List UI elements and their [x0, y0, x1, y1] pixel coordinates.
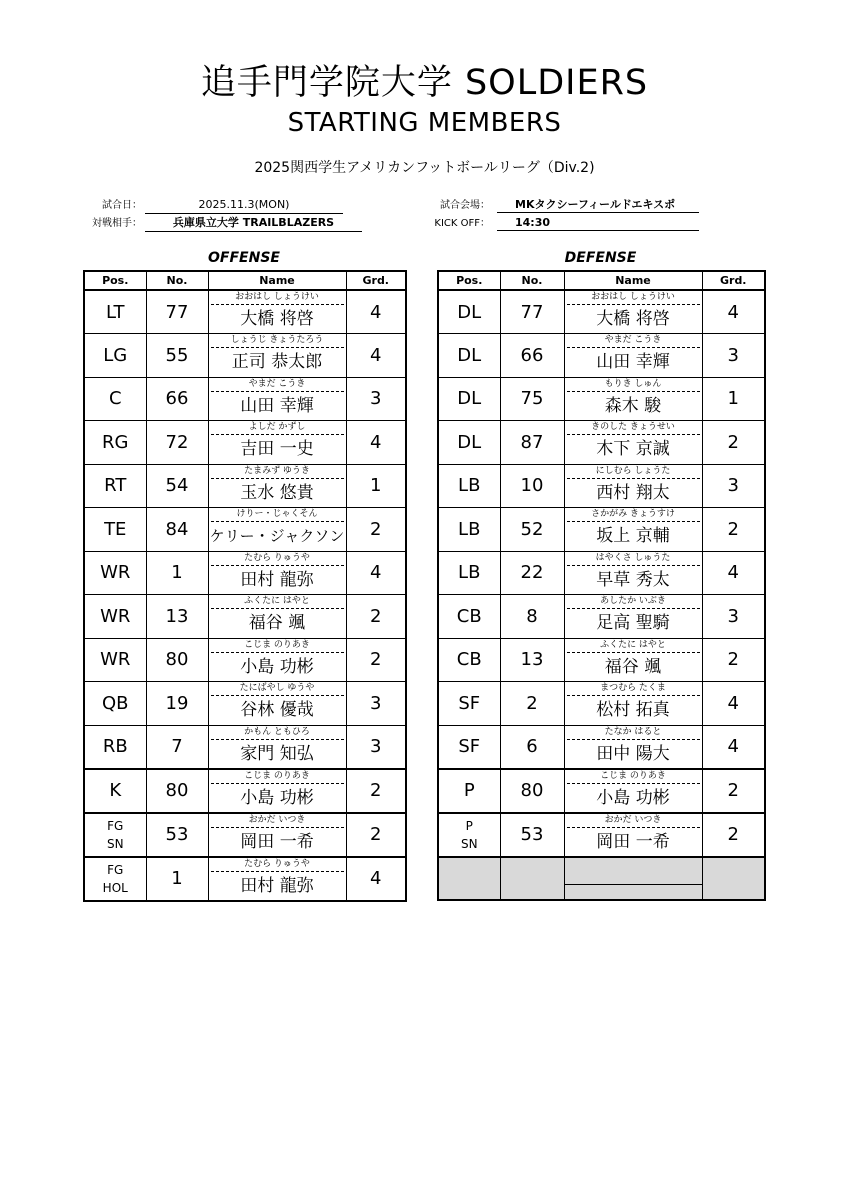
name-cell [208, 421, 346, 465]
pos-cell: P [438, 769, 500, 813]
page-title: 追手門学院大学 SOLDIERS [200, 63, 649, 103]
name-cell [564, 638, 702, 682]
number-cell: 52 [500, 508, 564, 552]
grade-cell: 1 [702, 377, 765, 421]
grade-cell: 4 [346, 334, 406, 378]
table-row [438, 377, 765, 421]
player-name: 大橋 将啓 [240, 309, 314, 329]
number-cell: 87 [500, 421, 564, 465]
empty-cell [500, 857, 564, 901]
number-cell: 66 [500, 334, 564, 378]
player-name: 田中 陽大 [596, 743, 670, 764]
grade-cell: 4 [346, 551, 406, 595]
number-cell: 80 [146, 638, 208, 682]
furigana: かもん ともひろ [211, 726, 344, 740]
table-row [84, 595, 406, 639]
grade-cell: 4 [346, 857, 406, 901]
name-cell [564, 464, 702, 508]
player-name: 谷林 優哉 [240, 700, 314, 721]
name-cell [564, 682, 702, 726]
player-name: 西村 翔太 [596, 482, 670, 503]
pos-cell: LT [84, 290, 146, 334]
table-row [438, 551, 765, 595]
furigana: たむら りゅうや [211, 858, 344, 872]
defense-table [437, 270, 766, 901]
table-row [84, 769, 406, 813]
grade-cell: 2 [702, 769, 765, 813]
furigana: こじま のりあき [567, 770, 700, 784]
pos-cell: RG [84, 421, 146, 465]
grade-cell: 3 [702, 464, 765, 508]
empty-cell [702, 857, 765, 901]
name-cell [208, 334, 346, 378]
table-row [438, 813, 765, 857]
name-cell [564, 595, 702, 639]
pos-header: Pos. [438, 271, 500, 290]
defense-header-row [438, 271, 765, 290]
player-name: 山田 幸輝 [240, 395, 314, 416]
table-row [84, 464, 406, 508]
furigana: ふくたに はやと [211, 595, 344, 609]
pos-cell [84, 857, 146, 901]
player-name: 田村 龍弥 [240, 569, 314, 590]
table-row [438, 334, 765, 378]
furigana: こじま のりあき [211, 639, 344, 653]
name-cell [564, 377, 702, 421]
number-cell: 19 [146, 682, 208, 726]
pos-cell: TE [84, 508, 146, 552]
furigana: おかだ いつき [211, 814, 344, 828]
number-cell: 7 [146, 725, 208, 769]
defense-heading: DEFENSE [564, 250, 637, 266]
venue-value: MKタクシーフィールドエキスポ [497, 198, 699, 213]
grade-cell: 2 [346, 769, 406, 813]
name-cell [208, 682, 346, 726]
player-name: 小島 功彬 [596, 787, 670, 808]
opponent-label: 対戦相手： [92, 218, 142, 229]
furigana: やまだ こうき [211, 378, 344, 392]
pos-cell: WR [84, 638, 146, 682]
number-cell: 80 [500, 769, 564, 813]
kickoff-value: 14:30 [497, 216, 699, 231]
number-cell: 6 [500, 725, 564, 769]
player-name: 足高 聖騎 [596, 613, 670, 634]
furigana: たなか はると [567, 726, 700, 740]
player-name: 小島 功彬 [240, 787, 314, 808]
pos-line-2: HOL [102, 880, 128, 895]
number-cell: 53 [146, 813, 208, 857]
grd-header: Grd. [346, 271, 406, 290]
name-header: Name [208, 271, 346, 290]
pos-cell: QB [84, 682, 146, 726]
number-cell: 13 [500, 638, 564, 682]
number-cell: 13 [146, 595, 208, 639]
pos-cell: RB [84, 725, 146, 769]
grade-cell: 4 [346, 421, 406, 465]
pos-cell: K [84, 769, 146, 813]
grade-cell: 2 [702, 813, 765, 857]
no-header: No. [500, 271, 564, 290]
number-cell: 1 [146, 551, 208, 595]
grade-cell: 3 [346, 682, 406, 726]
table-row [84, 551, 406, 595]
furigana: たむら りゅうや [211, 552, 344, 566]
number-cell: 80 [146, 769, 208, 813]
grade-cell: 4 [702, 290, 765, 334]
number-cell: 66 [146, 377, 208, 421]
pos-cell: DL [438, 334, 500, 378]
grade-cell: 1 [346, 464, 406, 508]
empty-cell [438, 857, 500, 901]
no-header: No. [146, 271, 208, 290]
player-name: 玉水 悠貴 [240, 482, 314, 503]
furigana: しょうじ きょうたろう [211, 334, 344, 348]
name-cell [564, 769, 702, 813]
number-cell: 84 [146, 508, 208, 552]
player-name: 森木 駿 [604, 395, 662, 416]
empty-divider [565, 871, 702, 885]
grade-cell: 2 [702, 421, 765, 465]
table-row [438, 638, 765, 682]
pos-cell: SF [438, 725, 500, 769]
pos-cell: DL [438, 377, 500, 421]
pos-line-1: P [465, 818, 473, 833]
furigana: たにばやし ゆうや [211, 682, 344, 696]
grade-cell: 4 [346, 290, 406, 334]
pos-cell: CB [438, 595, 500, 639]
empty-cell [564, 857, 702, 901]
grd-header: Grd. [702, 271, 765, 290]
opponent-value: 兵庫県立大学 TRAILBLAZERS [145, 216, 362, 232]
name-cell [208, 725, 346, 769]
grade-cell: 3 [702, 334, 765, 378]
name-cell [208, 377, 346, 421]
offense-table [83, 270, 407, 902]
grade-cell: 2 [702, 508, 765, 552]
name-cell [208, 595, 346, 639]
date-value: 2025.11.3(MON) [145, 198, 343, 214]
furigana: さかがみ きょうすけ [567, 508, 700, 522]
name-cell [208, 769, 346, 813]
player-name: 岡田 一希 [240, 831, 314, 852]
offense-heading: OFFENSE [208, 250, 280, 266]
table-row [438, 464, 765, 508]
grade-cell: 4 [702, 682, 765, 726]
table-row [84, 421, 406, 465]
player-name: 山田 幸輝 [596, 352, 670, 373]
number-cell: 53 [500, 813, 564, 857]
table-row [84, 682, 406, 726]
furigana: やまだ こうき [567, 334, 700, 348]
furigana: あしたか いぶき [567, 595, 700, 609]
name-cell [564, 725, 702, 769]
empty-row [438, 857, 765, 901]
table-row [438, 725, 765, 769]
name-cell [564, 508, 702, 552]
number-cell: 1 [146, 857, 208, 901]
furigana: はやくさ しゅうた [567, 552, 700, 566]
player-name: 福谷 颯 [604, 656, 662, 677]
name-cell [564, 290, 702, 334]
table-row [438, 290, 765, 334]
venue-label: 試合会場： [440, 200, 490, 211]
table-row [84, 638, 406, 682]
name-cell [564, 813, 702, 857]
name-cell [208, 290, 346, 334]
player-name: 坂上 京輔 [596, 526, 670, 547]
table-row [84, 508, 406, 552]
player-name: 田村 龍弥 [240, 875, 314, 896]
pos-cell: CB [438, 638, 500, 682]
grade-cell: 4 [702, 725, 765, 769]
pos-line-2: SN [460, 836, 478, 851]
name-cell [208, 464, 346, 508]
furigana: まつむら たくま [567, 682, 700, 696]
furigana: にしむら しょうた [567, 465, 700, 479]
pos-cell [84, 813, 146, 857]
pos-cell: WR [84, 551, 146, 595]
player-name: 福谷 颯 [248, 613, 306, 634]
furigana: けりー・じゃくそん [211, 508, 344, 522]
name-cell [208, 857, 346, 901]
pos-cell: LG [84, 334, 146, 378]
pos-line-1: FG [107, 862, 124, 877]
pos-cell: LB [438, 551, 500, 595]
table-row [84, 377, 406, 421]
name-cell [564, 421, 702, 465]
furigana: きのした きょうせい [567, 421, 700, 435]
grade-cell: 3 [346, 377, 406, 421]
furigana: よしだ かずし [211, 421, 344, 435]
number-cell: 10 [500, 464, 564, 508]
number-cell: 77 [500, 290, 564, 334]
table-row [438, 508, 765, 552]
furigana: おおはし しょうけい [567, 291, 700, 305]
player-name: 吉田 一史 [240, 439, 314, 460]
player-name: 木下 京誠 [596, 439, 670, 460]
name-header: Name [564, 271, 702, 290]
number-cell: 8 [500, 595, 564, 639]
furigana: たまみず ゆうき [211, 465, 344, 479]
name-cell [564, 334, 702, 378]
player-name: 早草 秀太 [596, 569, 670, 590]
table-row [438, 595, 765, 639]
furigana: おかだ いつき [567, 814, 700, 828]
number-cell: 72 [146, 421, 208, 465]
grade-cell: 2 [346, 638, 406, 682]
kickoff-label: KICK OFF： [434, 218, 490, 229]
pos-cell: C [84, 377, 146, 421]
name-cell [208, 638, 346, 682]
grade-cell: 2 [346, 508, 406, 552]
pos-cell: LB [438, 464, 500, 508]
player-name: 岡田 一希 [596, 831, 670, 852]
pos-cell: WR [84, 595, 146, 639]
player-name: 大橋 将啓 [596, 309, 670, 329]
number-cell: 55 [146, 334, 208, 378]
player-name: 小島 功彬 [240, 656, 314, 677]
league-name: 2025関西学生アメリカンフットボールリーグ（Div.2) [254, 160, 595, 176]
pos-line-1: FG [107, 818, 124, 833]
table-row [438, 682, 765, 726]
number-cell: 75 [500, 377, 564, 421]
grade-cell: 2 [346, 595, 406, 639]
pos-cell: RT [84, 464, 146, 508]
name-cell [208, 551, 346, 595]
furigana: もりき しゅん [567, 378, 700, 392]
table-row [84, 290, 406, 334]
furigana: おおはし しょうけい [211, 291, 344, 305]
player-name: 家門 知弘 [240, 743, 314, 764]
table-row [84, 813, 406, 857]
number-cell: 77 [146, 290, 208, 334]
name-cell [564, 551, 702, 595]
pos-header: Pos. [84, 271, 146, 290]
furigana: ふくたに はやと [567, 639, 700, 653]
pos-cell: DL [438, 421, 500, 465]
pos-cell: SF [438, 682, 500, 726]
grade-cell: 2 [346, 813, 406, 857]
table-row [84, 334, 406, 378]
name-cell [208, 813, 346, 857]
number-cell: 22 [500, 551, 564, 595]
table-row [438, 421, 765, 465]
grade-cell: 4 [702, 551, 765, 595]
number-cell: 54 [146, 464, 208, 508]
number-cell: 2 [500, 682, 564, 726]
name-cell [208, 508, 346, 552]
table-row [438, 769, 765, 813]
player-name: 正司 恭太郎 [231, 352, 323, 373]
grade-cell: 3 [702, 595, 765, 639]
date-label: 試合日： [102, 200, 142, 211]
grade-cell: 3 [346, 725, 406, 769]
page-subtitle: STARTING MEMBERS [287, 108, 562, 138]
offense-header-row [84, 271, 406, 290]
player-name: 松村 拓真 [596, 700, 670, 721]
player-name: ケリー・ジャクソン [209, 527, 345, 546]
table-row [84, 857, 406, 901]
pos-line-2: SN [106, 836, 124, 851]
table-row [84, 725, 406, 769]
pos-cell: LB [438, 508, 500, 552]
pos-cell: DL [438, 290, 500, 334]
furigana: こじま のりあき [211, 770, 344, 784]
grade-cell: 2 [702, 638, 765, 682]
pos-cell [438, 813, 500, 857]
